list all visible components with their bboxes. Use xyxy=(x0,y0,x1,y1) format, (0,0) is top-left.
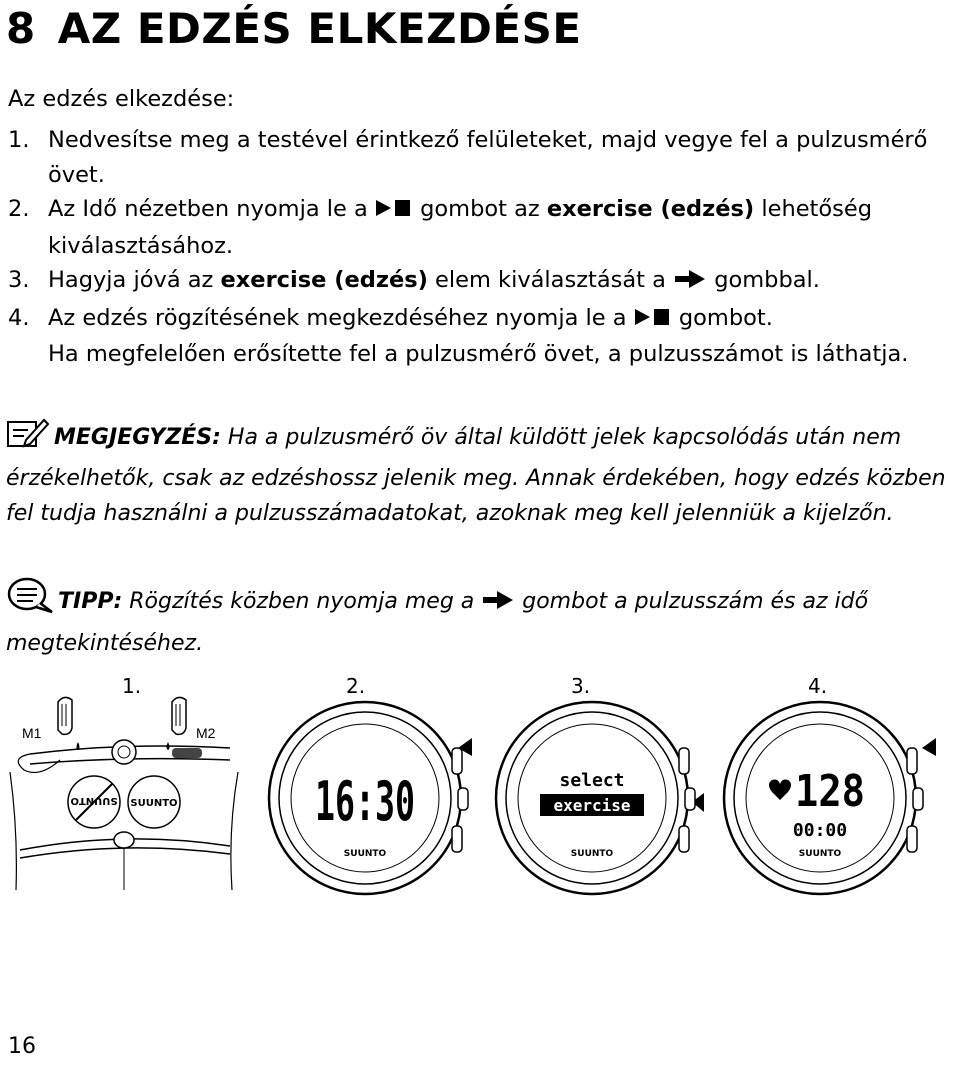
tip-text: gombot a pulzusszám és az idő megtekintéséhez. xyxy=(6,589,869,656)
note-pencil-icon xyxy=(6,418,50,461)
step-2 xyxy=(8,192,960,263)
next-arrow-icon xyxy=(673,266,707,301)
step-keyword: exercise (edzés) xyxy=(546,196,755,222)
figure-label-3: 3. xyxy=(571,674,591,698)
belt-m2-label: M2 xyxy=(196,725,216,741)
belt-m1-label: M1 xyxy=(22,725,42,741)
intro-text: Az edzés elkezdése: xyxy=(8,86,235,112)
tip-box xyxy=(6,576,960,662)
section-heading xyxy=(6,4,582,54)
tip-label: TIPP: xyxy=(58,589,123,614)
step-text: Nedvesítse meg a testével érintkező felületeket, majd vegye fel a pulzusmérő övet. xyxy=(48,127,928,188)
step-text: Az Idő nézetben nyomja le a xyxy=(48,196,375,222)
step-text: Hagyja jóvá az xyxy=(48,267,221,293)
belt-brand-correct: SUUNTO xyxy=(130,798,178,809)
belt-brand-wrong: SUUNTO xyxy=(70,795,118,806)
watch-select-exercise-view xyxy=(484,698,714,908)
watch-menu-line-1: select xyxy=(559,770,625,791)
steps-list xyxy=(8,123,960,372)
watch-brand: SUUNTO xyxy=(570,849,614,859)
note-text: Ha a pulzusmérő öv által küldött jelek kapcsolódás után nem érzékelhetők, csak az edzéshossz jelenik meg. Annak érdekében, hogy edzés közben fel tudja használni a pulzusszámadatokat, azoknak meg kell jelenniük a kijelzőn. xyxy=(6,425,946,526)
tip-speech-bubble-icon xyxy=(6,576,54,626)
section-number: 8 xyxy=(6,4,36,53)
watch-time-view xyxy=(262,698,476,908)
step-number: 2. xyxy=(8,196,30,222)
watch-heart-rate-value: 128 xyxy=(795,766,865,817)
figure-label-2: 2. xyxy=(346,674,366,698)
watch-brand: SUUNTO xyxy=(798,849,842,859)
step-text: Az edzés rögzítésének megkezdéséhez nyomja le a xyxy=(48,304,634,331)
start-stop-icon xyxy=(634,303,672,338)
step-text: gombbal. xyxy=(707,267,820,293)
watch-duration: 00:00 xyxy=(792,820,848,841)
next-arrow-icon xyxy=(481,587,515,623)
note-label: MEGJEGYZÉS: xyxy=(54,425,221,450)
heart-rate-belt-illustration xyxy=(0,690,250,890)
note-box xyxy=(6,418,960,531)
step-number: 4. xyxy=(8,304,30,331)
watch-brand: SUUNTO xyxy=(343,849,387,859)
step-text: elem kiválasztását a xyxy=(427,267,674,293)
step-1 xyxy=(8,123,960,192)
step-text: gombot az xyxy=(412,196,547,222)
step-3 xyxy=(8,263,960,301)
step-number: 1. xyxy=(8,127,30,153)
section-title: AZ EDZÉS ELKEZDÉSE xyxy=(57,4,582,53)
figure-label-1: 1. xyxy=(122,674,142,698)
watch-time-display: 16:30 xyxy=(315,770,415,833)
watch-menu-line-2: exercise xyxy=(553,796,631,815)
hand-water-icon xyxy=(167,697,187,750)
step-4 xyxy=(8,301,960,372)
hand-water-icon xyxy=(58,697,80,750)
start-stop-icon xyxy=(375,194,413,229)
step-keyword: exercise (edzés) xyxy=(220,267,428,293)
page-number: 16 xyxy=(8,1034,36,1059)
tip-text: Rögzítés közben nyomja meg a xyxy=(122,589,482,614)
watch-heart-rate-view xyxy=(712,698,960,908)
step-text: gombot. xyxy=(671,304,773,331)
step-text: Ha megfelelően erősítette fel a pulzusmérő övet, a pulzusszámot is láthatja. xyxy=(48,341,909,367)
figure-label-4: 4. xyxy=(808,674,828,698)
step-text: lehetőség kiválasztásához. xyxy=(48,196,872,259)
step-number: 3. xyxy=(8,267,30,293)
